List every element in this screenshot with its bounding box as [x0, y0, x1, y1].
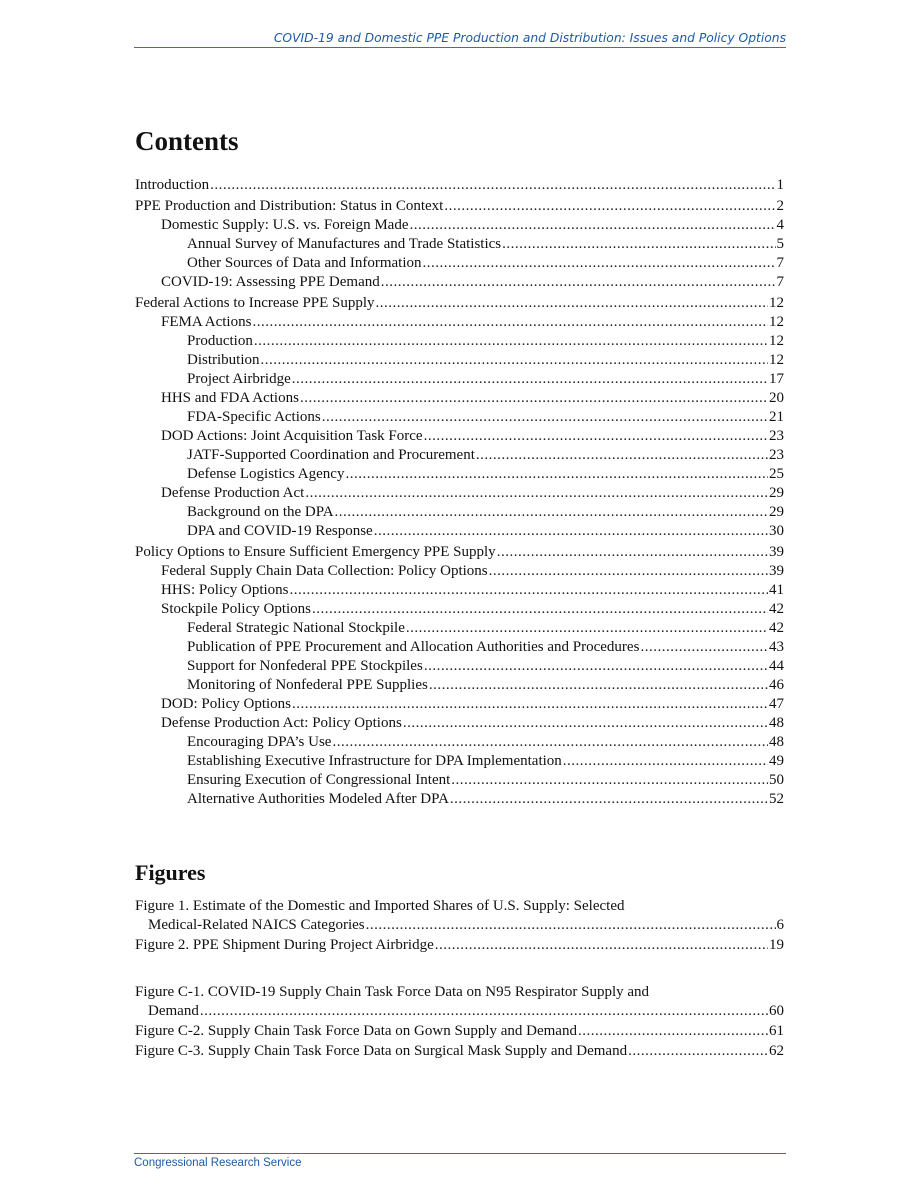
dot-leader — [332, 733, 768, 752]
dot-leader — [489, 562, 768, 581]
toc-entry — [135, 1002, 784, 1021]
toc-page-number: 12 — [769, 352, 784, 368]
dot-leader — [290, 581, 768, 600]
figure-entry[interactable] — [135, 982, 784, 1021]
toc-page-number: 62 — [769, 1043, 784, 1059]
toc-page-number: 42 — [769, 601, 784, 617]
toc-entry-title: Figure 2. PPE Shipment During Project Airbridge — [135, 937, 434, 953]
toc-page-number: 12 — [769, 295, 784, 311]
toc-entry-title: Defense Production Act — [161, 485, 305, 501]
toc-entry[interactable] — [135, 695, 784, 714]
toc-page-number: 46 — [769, 677, 784, 693]
toc-entry[interactable] — [135, 254, 784, 273]
toc-entry[interactable] — [135, 600, 784, 619]
toc-entry[interactable] — [135, 790, 784, 809]
toc-entry — [135, 936, 784, 955]
toc-page-number: 4 — [776, 217, 784, 233]
toc-entry[interactable] — [135, 370, 784, 389]
dot-leader — [424, 427, 768, 446]
toc-page-number: 39 — [769, 544, 784, 560]
toc-page-number: 5 — [776, 236, 784, 252]
dot-leader — [450, 790, 768, 809]
figure-entry[interactable] — [135, 1022, 784, 1041]
toc-page-number: 12 — [769, 314, 784, 330]
toc-page-number: 6 — [776, 917, 784, 933]
toc-entry-title: Project Airbridge — [187, 371, 291, 387]
toc-entry-title: DPA and COVID-19 Response — [187, 523, 373, 539]
figure-entry-title-line: Figure 1. Estimate of the Domestic and Imported Shares of U.S. Supply: Selected — [135, 898, 625, 914]
toc-entry-title: Figure C-3. Supply Chain Task Force Data on Surgical Mask Supply and Demand — [135, 1043, 628, 1059]
dot-leader — [563, 752, 768, 771]
dot-leader — [435, 936, 768, 955]
toc-entry[interactable] — [135, 465, 784, 484]
figure-entry[interactable] — [135, 1042, 784, 1061]
toc-entry-title: Other Sources of Data and Information — [187, 255, 422, 271]
toc-entry-title: COVID-19: Assessing PPE Demand — [161, 274, 380, 290]
dot-leader — [381, 273, 776, 292]
dot-leader — [292, 370, 768, 389]
toc-entry[interactable] — [135, 752, 784, 771]
dot-leader — [366, 916, 776, 935]
toc-page-number: 39 — [769, 563, 784, 579]
dot-leader — [345, 465, 768, 484]
toc-entry-title: Background on the DPA — [187, 504, 334, 520]
toc-entry[interactable] — [135, 294, 784, 313]
toc-entry-title: Introduction — [135, 177, 210, 193]
toc-entry[interactable] — [135, 313, 784, 332]
toc-entry-title: Encouraging DPA’s Use — [187, 734, 332, 750]
toc-page-number: 60 — [769, 1003, 784, 1019]
toc-entry-title: Ensuring Execution of Congressional Intent — [187, 772, 451, 788]
dot-leader — [497, 543, 768, 562]
toc-page-number: 2 — [776, 198, 784, 214]
toc-entry[interactable] — [135, 273, 784, 292]
toc-entry-title: HHS: Policy Options — [161, 582, 289, 598]
toc-page-number: 23 — [769, 447, 784, 463]
toc-entry-title: Distribution — [187, 352, 260, 368]
toc-page-number: 21 — [769, 409, 784, 425]
toc-entry[interactable] — [135, 543, 784, 562]
dot-leader — [424, 657, 768, 676]
figure-entry-title-line: Figure C-1. COVID-19 Supply Chain Task Force Data on N95 Respirator Supply and — [135, 984, 650, 1000]
toc-entry[interactable] — [135, 657, 784, 676]
toc-page-number: 30 — [769, 523, 784, 539]
toc-entry-title: Federal Actions to Increase PPE Supply — [135, 295, 375, 311]
toc-entry-title: Establishing Executive Infrastructure for DPA Implementation — [187, 753, 562, 769]
toc-entry[interactable] — [135, 484, 784, 503]
toc-entry-title: Publication of PPE Procurement and Allocation Authorities and Procedures — [187, 639, 640, 655]
toc-page-number: 17 — [769, 371, 784, 387]
toc-page-number: 41 — [769, 582, 784, 598]
toc-page-number: 29 — [769, 504, 784, 520]
toc-entry[interactable] — [135, 771, 784, 790]
toc-entry[interactable] — [135, 389, 784, 408]
toc-entry[interactable] — [135, 351, 784, 370]
toc-entry-title: Defense Production Act: Policy Options — [161, 715, 402, 731]
toc-entry[interactable] — [135, 503, 784, 522]
toc-entry[interactable] — [135, 638, 784, 657]
toc-entry — [135, 1022, 784, 1041]
toc-entry-title: PPE Production and Distribution: Status in Context — [135, 198, 444, 214]
dot-leader — [502, 235, 775, 254]
toc-entry[interactable] — [135, 619, 784, 638]
toc-page-number: 50 — [769, 772, 784, 788]
toc-page-number: 49 — [769, 753, 784, 769]
toc-entry[interactable] — [135, 581, 784, 600]
toc-page-number: 29 — [769, 485, 784, 501]
toc-page-number: 48 — [769, 715, 784, 731]
dot-leader — [305, 484, 768, 503]
dot-leader — [476, 446, 768, 465]
toc-page-number: 48 — [769, 734, 784, 750]
toc-page-number: 44 — [769, 658, 784, 674]
toc-page-number: 1 — [776, 177, 784, 193]
dot-leader — [252, 313, 768, 332]
dot-leader — [322, 408, 768, 427]
dot-leader — [578, 1022, 768, 1041]
dot-leader — [423, 254, 776, 273]
toc-page-number: 42 — [769, 620, 784, 636]
toc-entry-title: Alternative Authorities Modeled After DPA — [187, 791, 449, 807]
dot-leader — [292, 695, 768, 714]
toc-page-number: 23 — [769, 428, 784, 444]
toc-entry-title: Monitoring of Nonfederal PPE Supplies — [187, 677, 428, 693]
toc-entry[interactable] — [135, 714, 784, 733]
dot-leader — [200, 1002, 768, 1021]
toc-entry-title: Defense Logistics Agency — [187, 466, 345, 482]
dot-leader — [429, 676, 768, 695]
page-footer: Congressional Research Service — [134, 1153, 786, 1169]
toc-entry[interactable] — [135, 522, 784, 541]
figures-title: Figures — [135, 860, 206, 885]
toc-page-number: 19 — [769, 937, 784, 953]
toc-entry-title: FEMA Actions — [161, 314, 252, 330]
toc-page-number: 20 — [769, 390, 784, 406]
toc-entry-title: Stockpile Policy Options — [161, 601, 311, 617]
toc-entry[interactable] — [135, 427, 784, 446]
toc-entry — [135, 1042, 784, 1061]
dot-leader — [376, 294, 768, 313]
toc-entry[interactable] — [135, 733, 784, 752]
toc-entry-title: FDA-Specific Actions — [187, 409, 321, 425]
toc-entry-title: DOD: Policy Options — [161, 696, 292, 712]
dot-leader — [410, 216, 776, 235]
dot-leader — [254, 332, 768, 351]
toc-entry-title: Support for Nonfederal PPE Stockpiles — [187, 658, 423, 674]
dot-leader — [300, 389, 768, 408]
toc-page-number: 52 — [769, 791, 784, 807]
toc-page-number: 12 — [769, 333, 784, 349]
toc-page-number: 61 — [769, 1023, 784, 1039]
toc-entry-title: HHS and FDA Actions — [161, 390, 299, 406]
dot-leader — [628, 1042, 768, 1061]
dot-leader — [451, 771, 768, 790]
toc-page-number: 25 — [769, 466, 784, 482]
toc-entry[interactable] — [135, 176, 784, 195]
toc-entry[interactable] — [135, 216, 784, 235]
toc-page-number: 7 — [776, 255, 784, 271]
figure-list-gap — [135, 956, 784, 982]
toc-entry-title: Medical-Related NAICS Categories — [148, 917, 365, 933]
dot-leader — [312, 600, 768, 619]
dot-leader — [335, 503, 768, 522]
contents-list — [135, 174, 784, 809]
dot-leader — [640, 638, 768, 657]
dot-leader — [261, 351, 768, 370]
contents-title: Contents — [135, 126, 239, 156]
toc-entry-title: Figure C-2. Supply Chain Task Force Data on Gown Supply and Demand — [135, 1023, 577, 1039]
toc-entry-title: Domestic Supply: U.S. vs. Foreign Made — [161, 217, 409, 233]
toc-entry[interactable] — [135, 332, 784, 351]
figures-list — [135, 896, 784, 1062]
toc-entry[interactable] — [135, 676, 784, 695]
toc-entry[interactable] — [135, 197, 784, 216]
toc-page-number: 43 — [769, 639, 784, 655]
toc-entry-title: JATF-Supported Coordination and Procurement — [187, 447, 475, 463]
dot-leader — [210, 176, 775, 195]
toc-entry[interactable] — [135, 235, 784, 254]
toc-page-number: 7 — [776, 274, 784, 290]
figure-entry[interactable] — [135, 896, 784, 935]
toc-entry-title: Federal Strategic National Stockpile — [187, 620, 405, 636]
toc-entry[interactable] — [135, 562, 784, 581]
running-header: COVID-19 and Domestic PPE Production and Distribution: Issues and Policy Options — [134, 31, 786, 48]
toc-page-number: 47 — [769, 696, 784, 712]
dot-leader — [403, 714, 768, 733]
toc-entry-title: Policy Options to Ensure Sufficient Emergency PPE Supply — [135, 544, 496, 560]
figure-entry[interactable] — [135, 936, 784, 955]
dot-leader — [444, 197, 775, 216]
toc-entry-title: Federal Supply Chain Data Collection: Policy Options — [161, 563, 488, 579]
toc-entry-title: DOD Actions: Joint Acquisition Task Force — [161, 428, 423, 444]
toc-entry-title: Demand — [148, 1003, 199, 1019]
toc-entry — [135, 916, 784, 935]
toc-entry-title: Annual Survey of Manufactures and Trade Statistics — [187, 236, 502, 252]
toc-entry[interactable] — [135, 408, 784, 427]
toc-entry[interactable] — [135, 446, 784, 465]
dot-leader — [374, 522, 768, 541]
dot-leader — [406, 619, 768, 638]
toc-entry-title: Production — [187, 333, 253, 349]
